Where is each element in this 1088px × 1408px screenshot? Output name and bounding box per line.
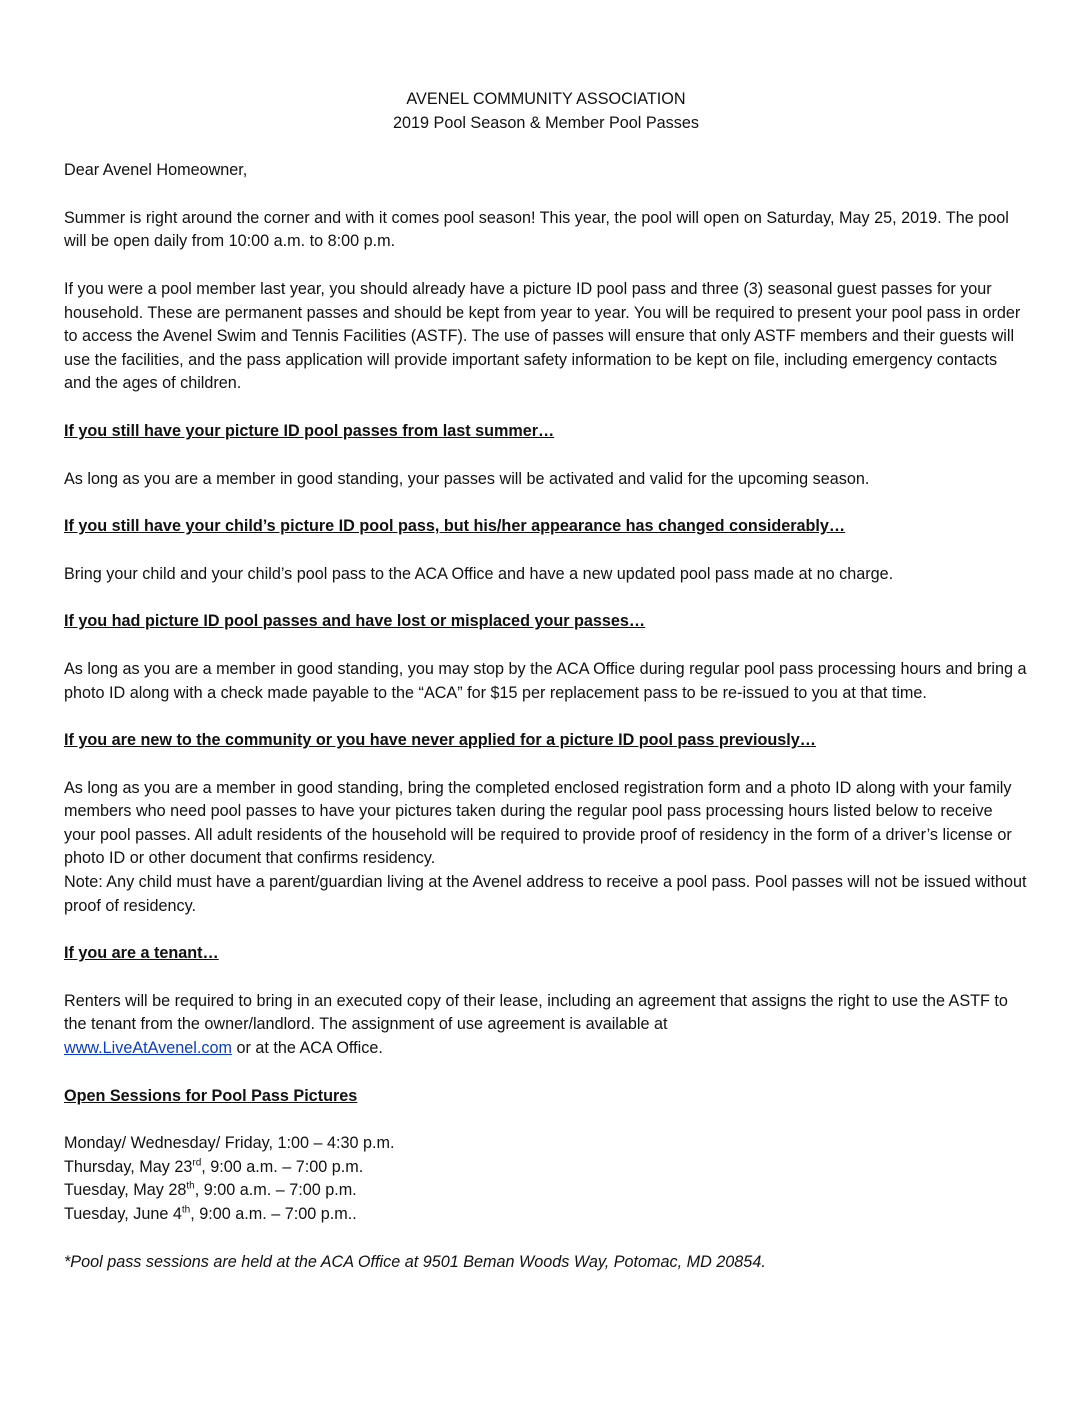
still-have-body: As long as you are a member in good standing, your passes will be activated and valid for the upcoming season. — [64, 469, 870, 488]
new-member-section — [64, 777, 1028, 919]
location-footnote: *Pool pass sessions are held at the ACA Office at 9501 Beman Woods Way, Potomac, MD 20854. — [64, 1252, 766, 1271]
org-title: AVENEL COMMUNITY ASSOCIATION — [406, 90, 686, 108]
tenant-heading: If you are a tenant… — [64, 944, 219, 963]
passes-paragraph: If you were a pool member last year, you should already have a picture ID pool pass and three (3) seasonal guest passes for your household. These are permanent passes and should be kept from year to year. You will be required to present your pool pass in order to access the Avenel Swim and Tennis Facilities (ASTF). The use of passes will ensure that only ASTF members and their guests will use the facilities, and the pass application will provide important safety information to be kept on file, including emergency contacts and the ages of children. — [64, 279, 1021, 393]
child-changed-heading: If you still have your child’s picture ID pool pass, but his/her appearance has changed considerably… — [64, 517, 846, 536]
new-member-body: As long as you are a member in good standing, bring the completed enclosed registration form and a photo ID along with your family members who need pool passes to have your pictures taken during the regular pool pass processing hours listed below to receive your pool passes. All adult residents of the household will be required to provide proof of residency in the form of a driver’s license or photo ID or other document that confirms residency. — [64, 778, 1012, 868]
session-date: Thursday, May 23rd, 9:00 a.m. – 7:00 p.m. — [64, 1157, 364, 1176]
tenant-body: Renters will be required to bring in an executed copy of their lease, including an agreement that assigns the right to use the ASTF to the tenant from the owner/landlord. The assignment of use agreement is available at — [64, 991, 1008, 1034]
tenant-after-link: or at the ACA Office. — [231, 1039, 383, 1058]
letter-header — [64, 88, 1028, 135]
new-member-heading: If you are new to the community or you have never applied for a picture ID pool pass previously… — [64, 731, 816, 750]
lost-passes-heading: If you had picture ID pool passes and have lost or misplaced your passes… — [64, 612, 646, 631]
new-member-note: Note: Any child must have a parent/guardian living at the Avenel address to receive a pool pass. Pool passes will not be issued without proof of residency. — [64, 873, 1027, 915]
session-date: Tuesday, June 4th, 9:00 a.m. – 7:00 p.m.. — [64, 1204, 357, 1223]
still-have-heading: If you still have your picture ID pool passes from last summer… — [64, 421, 555, 440]
salutation: Dear Avenel Homeowner, — [64, 161, 248, 180]
sessions-list — [64, 1132, 1028, 1226]
intro-paragraph: Summer is right around the corner and with it comes pool season! This year, the pool will open on Saturday, May 25, 2019. The pool will be open daily from 10:00 a.m. to 8:00 p.m. — [64, 208, 1009, 251]
session-date: Tuesday, May 28th, 9:00 a.m. – 7:00 p.m. — [64, 1181, 357, 1200]
website-link[interactable]: www.LiveAtAvenel.com — [64, 1039, 232, 1058]
sessions-heading: Open Sessions for Pool Pass Pictures — [64, 1086, 358, 1105]
lost-passes-body: As long as you are a member in good standing, you may stop by the ACA Office during regular pool pass processing hours and bring a photo ID along with a check made payable to the “ACA” for $15 per replacement pass to be re-issued to you at that time. — [64, 659, 1027, 702]
letter-subtitle: 2019 Pool Season & Member Pool Passes — [393, 113, 699, 132]
tenant-section — [64, 990, 1028, 1061]
child-changed-body: Bring your child and your child’s pool pass to the ACA Office and have a new updated pool pass made at no charge. — [64, 564, 894, 583]
session-weekly: Monday/ Wednesday/ Friday, 1:00 – 4:30 p.m. — [64, 1134, 395, 1153]
